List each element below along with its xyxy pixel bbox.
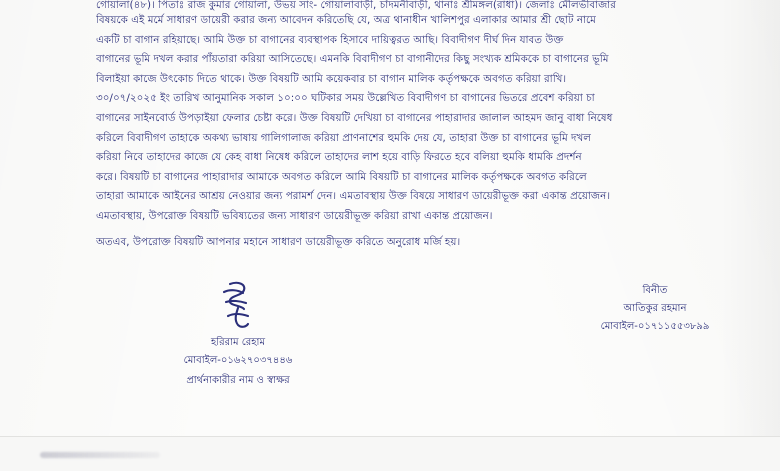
- body-line: করিয়া নিবে তাহাদের কাজে যে কেহ বাধা নিষেধ করিলে তাহাদের লাশ হয়ে বাড়ি ফিরতে হবে বলিয়া হুমকি ধামকি প্রদর্শন: [95, 152, 582, 164]
- body-line: গোয়ালা(৪৮)। পিতাঃ রাজ কুমার গোয়ালা, উভয় সাং- গোয়ালাবাড়ী, চাঁদমনীবাড়ী, থানাঃ শ্রীমঙ্গল(রাধা)। জেলাঃ মৌলভীবাজার: [95, 0, 617, 11]
- body-line: অতএব, উপরোক্ত বিষয়টি আপনার মহানে সাধারণ ডায়েরীভূক্ত করিতে অনুরোধ মর্জি হয়।: [95, 236, 461, 248]
- body-line: এমতাবস্থায়, উপরোক্ত বিষয়টি ভবিষ্যতের জন্য সাধারণ ডায়েরীভূক্ত করিয়া রাখা একান্ত প্রয়োজন।: [95, 210, 493, 222]
- applicant-signature-caption: প্রার্থনাকারীর নাম ও স্বাক্ষর: [186, 375, 290, 386]
- body-line: বিলাইয়া কাজে উৎকোচ দিতে থাকে। উক্ত বিষয়টি আমি কয়েকবার চা বাগান মালিক কর্তৃপক্ষকে অবগত করিয়া রাখি।: [95, 73, 567, 85]
- body-line: বাগানের সাইনবোর্ড উপড়াইয়া ফেলার চেষ্টা করে। উক্ত বিষয়টি দেখিয়া চা বাগানের পাহারাদার জালাল আহমদ জানু বাধা নিষেধ: [95, 112, 613, 124]
- body-line: তাহারা আমাকে আইনের আশ্রয় নেওয়ার জন্য পরামর্শ দেন। এমতাবস্থায় উক্ত বিষয়ে সাধারণ ডায়েরীভূক্ত করা একান্ত প্রয়োজন।: [95, 191, 611, 203]
- body-line: বাগানের ভূমি দখল করার পাঁয়তারা করিয়া আসিতেছে। এমনকি বিবাদীগণ চা বাগানীদের কিছু সংখ্যক শ্রমিককে চা বাগানের ভূমি: [95, 54, 609, 66]
- applicant-name: হরিরাম রেহাম: [210, 337, 265, 348]
- signatory-name: আতিকুর রহমান: [623, 303, 687, 314]
- body-line: একটি চা বাগান রহিয়াছে। আমি উক্ত চা বাগানের ব্যবস্থাপক হিসাবে দায়িত্বরত আছি। বিবাদীগণ দীর্ঘ দিন যাবত উক্ত: [95, 34, 564, 46]
- body-line: ৩০/০৭/২০২৫ ইং তারিখ আনুমানিক সকাল ১০:০০ ঘটিকার সময় উল্লেখিত বিবাদীগণ চা বাগানের ভিতরে প্রবেশ করিয়া চা: [95, 93, 595, 105]
- applicant-signature-block: [138, 278, 338, 390]
- signatory-mobile: মোবাইল-০১৭১১৫৫৩৮৯৯: [600, 321, 710, 332]
- document-body: [96, 0, 716, 252]
- signatory-heading: বিনীত: [642, 285, 668, 296]
- body-line: বিষয়কে এই মর্মে সাধারণ ডায়েরী করার জন্য আবেদন করিতেছি যে, অত্র থানাধীন খালিশপুর এলাকার আমার শ্রী ছোট নামে: [95, 15, 596, 26]
- body-line: করে। বিষয়টি চা বাগানের পাহারাদার আমাকে অবগত করিলে আমি বিষয়টি চা বাগানের মালিক কর্তৃপক্ষকে অবগত করিলে: [95, 171, 587, 183]
- scan-smudge: [40, 452, 160, 458]
- paragraph-gap: [96, 227, 716, 233]
- handwritten-signature-icon: [138, 278, 338, 332]
- applicant-mobile: মোবাইল-০১৬২৭০৩৭৪৪৬: [183, 355, 293, 366]
- signatory-block: [560, 282, 750, 336]
- body-line: করিলে বিবাদীগণ তাহাকে অকথ্য ভাষায় গালিগালাজ করিয়া প্রাণনাশের হুমকি দেয় যে, তাহারা উক্ত চা বাগানের ভূমি দখল: [95, 132, 592, 144]
